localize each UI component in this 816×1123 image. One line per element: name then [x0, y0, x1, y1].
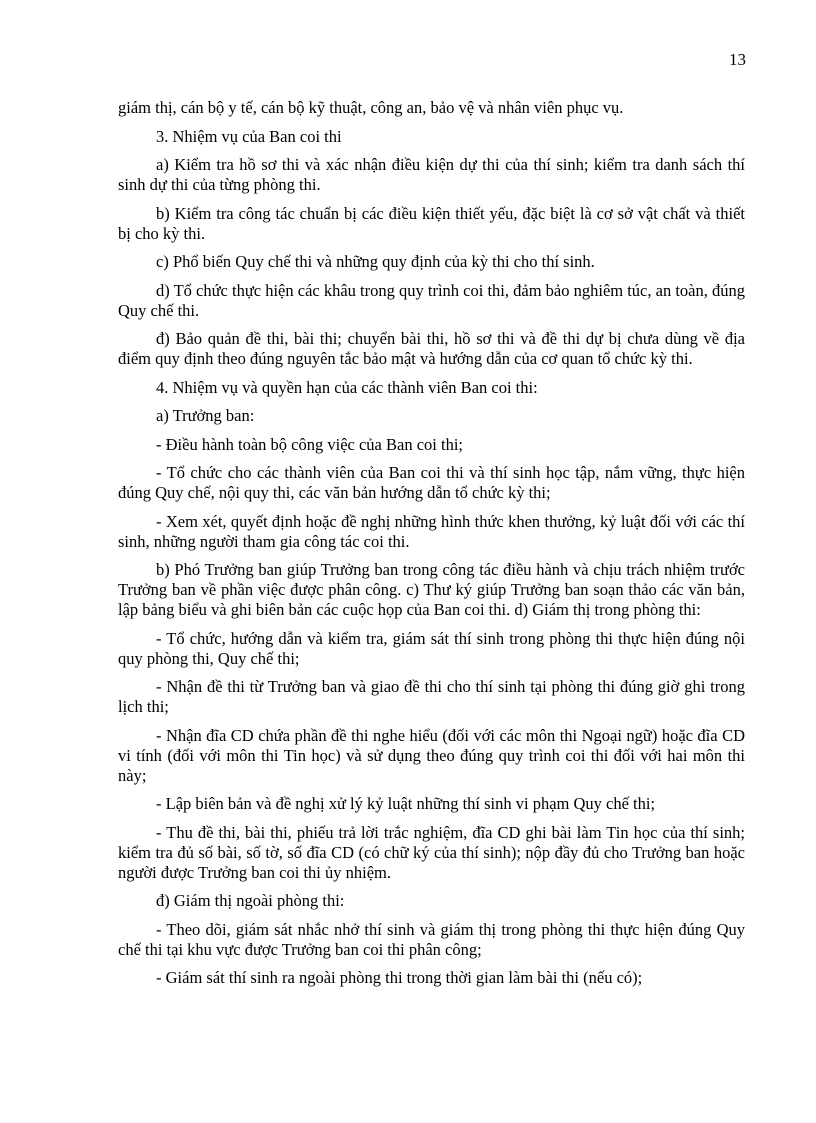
paragraph-3a: a) Kiểm tra hồ sơ thi và xác nhận điều kiện dự thi của thí sinh; kiểm tra danh sách thí sinh dự thi của từng phòng thi.: [118, 155, 745, 194]
paragraph-4b-4c-4d: b) Phó Trưởng ban giúp Trưởng ban trong công tác điều hành và chịu trách nhiệm trước Trưởng ban về phần việc được phân công. c) Thư ký giúp Trưởng ban soạn thảo các văn bản, lập bảng biểu và ghi biên bản các cuộc họp của Ban coi thi. d) Giám thị trong phòng thi:: [118, 560, 745, 619]
paragraph-3c: c) Phổ biến Quy chế thi và những quy định của kỳ thi cho thí sinh.: [156, 252, 595, 271]
page-number: 13: [729, 50, 746, 69]
paragraph-4dd-heading: đ) Giám thị ngoài phòng thi:: [156, 891, 345, 910]
paragraph-3dd: đ) Bảo quản đề thi, bài thi; chuyển bài thi, hồ sơ thi và đề thi dự bị chưa dùng về địa điểm quy định theo đúng nguyên tắc bảo mật và hướng dẫn của cơ quan tổ chức kỳ thi.: [118, 329, 745, 368]
list-item: - Tổ chức, hướng dẫn và kiểm tra, giám sát thí sinh trong phòng thi thực hiện đúng nội quy phòng thi, Quy chế thi;: [118, 628, 745, 668]
paragraph-3b: b) Kiểm tra công tác chuẩn bị các điều kiện thiết yếu, đặc biệt là cơ sở vật chất và thiết bị cho kỳ thi.: [118, 203, 745, 243]
paragraph-4a-heading: a) Trưởng ban:: [156, 406, 255, 425]
list-item: - Nhận đề thi từ Trưởng ban và giao đề thi cho thí sinh tại phòng thi đúng giờ ghi trong lịch thi;: [118, 677, 745, 716]
list-item: - Điều hành toàn bộ công việc của Ban coi thi;: [156, 434, 463, 454]
list-item: - Tổ chức cho các thành viên của Ban coi thi và thí sinh học tập, nắm vững, thực hiện đúng Quy chế, nội quy thi, các văn bản hướng dẫn tổ chức kỳ thi;: [118, 463, 745, 502]
document-body: [118, 98, 745, 997]
paragraph-continuation: giám thị, cán bộ y tế, cán bộ kỹ thuật, công an, bảo vệ và nhân viên phục vụ.: [118, 98, 624, 117]
list-item: - Xem xét, quyết định hoặc đề nghị những hình thức khen thưởng, kỷ luật đối với các thí sinh, những người tham gia công tác coi thi.: [118, 511, 745, 551]
section-heading-4: 4. Nhiệm vụ và quyền hạn của các thành viên Ban coi thi:: [156, 377, 538, 397]
list-item: - Lập biên bản và đề nghị xử lý kỷ luật những thí sinh vi phạm Quy chế thi;: [156, 794, 656, 813]
section-heading-3: 3. Nhiệm vụ của Ban coi thi: [156, 126, 342, 146]
list-item: - Thu đề thi, bài thi, phiếu trả lời trắc nghiệm, đĩa CD ghi bài làm Tin học của thí sinh; kiểm tra đủ số bài, số tờ, số đĩa CD (có chữ ký của thí sinh); nộp đầy đủ cho Trưởng ban hoặc người được Trưởng ban coi thi ủy nhiệm.: [118, 822, 745, 882]
list-item: - Theo dõi, giám sát nhắc nhở thí sinh và giám thị trong phòng thi thực hiện đúng Quy chế thi tại khu vực được Trưởng ban coi thi phân công;: [118, 919, 745, 959]
list-item: - Giám sát thí sinh ra ngoài phòng thi trong thời gian làm bài thi (nếu có);: [156, 968, 643, 987]
list-item: - Nhận đĩa CD chứa phần đề thi nghe hiểu (đối với các môn thi Ngoại ngữ) hoặc đĩa CD vi tính (đối với môn thi Tin học) và sử dụng theo đúng quy trình coi thi đối với hai môn thi này;: [118, 725, 745, 785]
paragraph-3d: d) Tổ chức thực hiện các khâu trong quy trình coi thi, đảm bảo nghiêm túc, an toàn, đúng Quy chế thi.: [118, 280, 745, 320]
